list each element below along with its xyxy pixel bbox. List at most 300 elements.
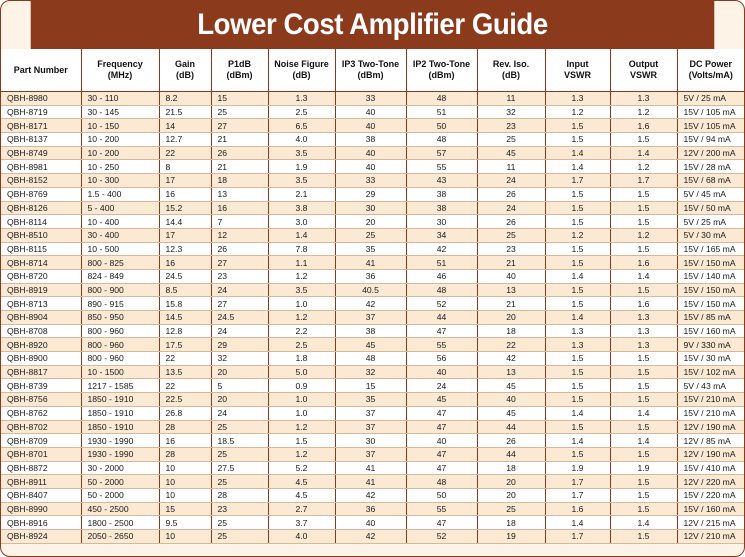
cell-rev-iso: 26 [477,187,545,201]
cell-input-vswr: 1.4 [545,160,610,174]
cell-ip3: 42 [335,530,406,544]
cell-frequency: 30 - 110 [81,92,159,106]
cell-ip3: 40.5 [335,283,406,297]
cell-frequency: 824 - 849 [81,269,159,283]
cell-frequency: 800 - 960 [81,338,159,352]
cell-frequency: 30 - 145 [81,105,159,119]
cell-ip2: 40 [406,434,477,448]
table-row [1,420,744,434]
table-row [1,297,744,311]
cell-noise-figure: 1.0 [268,406,335,420]
cell-frequency: 1.5 - 400 [81,187,159,201]
cell-ip2: 47 [406,461,477,475]
cell-part-number: QBH-8152 [1,174,81,188]
cell-gain: 24.5 [159,269,211,283]
cell-frequency: 10 - 1500 [81,365,159,379]
cell-ip2: 48 [406,92,477,106]
cell-ip2: 47 [406,516,477,530]
cell-frequency: 1930 - 1990 [81,434,159,448]
cell-rev-iso: 24 [477,201,545,215]
cell-ip2: 56 [406,352,477,366]
table-row [1,256,744,270]
cell-noise-figure: 1.3 [268,92,335,106]
cell-gain: 14.4 [159,215,211,229]
cell-ip3: 30 [335,201,406,215]
cell-dc-power: 12V / 210 mA [677,530,744,544]
cell-ip2: 50 [406,119,477,133]
cell-p1db: 25 [211,420,268,434]
table-row [1,160,744,174]
table-row [1,146,744,160]
cell-noise-figure: 3.5 [268,283,335,297]
cell-part-number: QBH-8719 [1,105,81,119]
cell-ip3: 37 [335,447,406,461]
cell-noise-figure: 1.4 [268,228,335,242]
table-row [1,187,744,201]
cell-input-vswr: 1.7 [545,488,610,502]
table-row [1,311,744,325]
column-header-frequency: Frequency (MHz) [81,49,159,92]
cell-ip2: 38 [406,201,477,215]
cell-ip3: 38 [335,324,406,338]
cell-noise-figure: 4.0 [268,133,335,147]
cell-ip2: 47 [406,324,477,338]
column-header-input-vswr: Input VSWR [545,49,610,92]
cell-input-vswr: 1.5 [545,447,610,461]
cell-ip3: 40 [335,146,406,160]
cell-input-vswr: 1.3 [545,92,610,106]
cell-frequency: 800 - 900 [81,283,159,297]
cell-frequency: 1800 - 2500 [81,516,159,530]
cell-dc-power: 15V / 68 mA [677,174,744,188]
cell-noise-figure: 0.9 [268,379,335,393]
cell-rev-iso: 40 [477,269,545,283]
cell-noise-figure: 1.8 [268,352,335,366]
cell-p1db: 21 [211,160,268,174]
cell-noise-figure: 4.5 [268,475,335,489]
cell-input-vswr: 1.3 [545,338,610,352]
cell-dc-power: 5V / 25 mA [677,92,744,106]
cell-part-number: QBH-8981 [1,160,81,174]
cell-gain: 15.2 [159,201,211,215]
cell-rev-iso: 18 [477,324,545,338]
cell-output-vswr: 1.6 [610,119,677,133]
cell-ip3: 48 [335,352,406,366]
table-row [1,393,744,407]
cell-dc-power: 5V / 43 mA [677,379,744,393]
cell-p1db: 20 [211,393,268,407]
cell-part-number: QBH-8919 [1,283,81,297]
cell-frequency: 10 - 500 [81,242,159,256]
cell-ip3: 42 [335,488,406,502]
cell-part-number: QBH-8739 [1,379,81,393]
cell-gain: 16 [159,434,211,448]
table-row [1,338,744,352]
cell-noise-figure: 3.5 [268,146,335,160]
cell-ip2: 30 [406,215,477,229]
cell-noise-figure: 7.8 [268,242,335,256]
table-row [1,201,744,215]
cell-input-vswr: 1.5 [545,201,610,215]
cell-output-vswr: 1.5 [610,502,677,516]
table-row [1,228,744,242]
cell-input-vswr: 1.5 [545,133,610,147]
cell-p1db: 25 [211,475,268,489]
cell-ip2: 55 [406,338,477,352]
cell-noise-figure: 2.7 [268,502,335,516]
cell-noise-figure: 3.0 [268,215,335,229]
cell-rev-iso: 11 [477,92,545,106]
cell-ip2: 55 [406,502,477,516]
cell-dc-power: 12V / 215 mA [677,516,744,530]
cell-ip2: 55 [406,160,477,174]
cell-dc-power: 15V / 102 mA [677,365,744,379]
cell-ip3: 29 [335,187,406,201]
cell-output-vswr: 1.4 [610,434,677,448]
cell-ip3: 40 [335,516,406,530]
cell-gain: 22.5 [159,393,211,407]
cell-input-vswr: 1.5 [545,297,610,311]
cell-gain: 26.8 [159,406,211,420]
cell-ip3: 41 [335,475,406,489]
cell-dc-power: 15V / 150 mA [677,297,744,311]
cell-gain: 10 [159,475,211,489]
cell-ip2: 46 [406,269,477,283]
cell-gain: 14.5 [159,311,211,325]
cell-noise-figure: 1.2 [268,420,335,434]
cell-input-vswr: 1.4 [545,406,610,420]
cell-dc-power: 15V / 94 mA [677,133,744,147]
cell-noise-figure: 1.0 [268,297,335,311]
cell-gain: 28 [159,447,211,461]
cell-output-vswr: 1.5 [610,447,677,461]
cell-output-vswr: 1.5 [610,420,677,434]
cell-dc-power: 15V / 50 mA [677,201,744,215]
cell-input-vswr: 1.4 [545,434,610,448]
cell-noise-figure: 1.2 [268,269,335,283]
cell-p1db: 28 [211,488,268,502]
cell-ip3: 36 [335,269,406,283]
cell-ip2: 51 [406,105,477,119]
cell-output-vswr: 1.4 [610,516,677,530]
cell-part-number: QBH-8510 [1,228,81,242]
cell-rev-iso: 24 [477,174,545,188]
cell-gain: 16 [159,187,211,201]
cell-frequency: 30 - 400 [81,228,159,242]
cell-part-number: QBH-8749 [1,146,81,160]
cell-dc-power: 15V / 160 mA [677,502,744,516]
cell-gain: 22 [159,379,211,393]
cell-ip2: 34 [406,228,477,242]
cell-part-number: QBH-8115 [1,242,81,256]
column-header-p1db: P1dB (dBm) [211,49,268,92]
cell-rev-iso: 18 [477,516,545,530]
cell-ip2: 48 [406,475,477,489]
cell-p1db: 23 [211,502,268,516]
table-row [1,92,744,106]
column-header-ip3: IP3 Two-Tone (dBm) [335,49,406,92]
cell-ip2: 47 [406,420,477,434]
table-row [1,434,744,448]
cell-noise-figure: 1.2 [268,447,335,461]
cell-output-vswr: 1.3 [610,324,677,338]
cell-dc-power: 15V / 105 mA [677,119,744,133]
cell-output-vswr: 1.5 [610,201,677,215]
cell-frequency: 850 - 950 [81,311,159,325]
cell-output-vswr: 1.5 [610,242,677,256]
cell-rev-iso: 11 [477,160,545,174]
cell-dc-power: 15V / 30 mA [677,352,744,366]
table-row [1,502,744,516]
table-row [1,461,744,475]
cell-input-vswr: 1.2 [545,105,610,119]
cell-dc-power: 5V / 25 mA [677,215,744,229]
cell-output-vswr: 1.6 [610,297,677,311]
cell-part-number: QBH-8702 [1,420,81,434]
cell-ip3: 37 [335,311,406,325]
cell-ip3: 33 [335,174,406,188]
column-header-part-number: Part Number [1,49,81,92]
cell-rev-iso: 25 [477,502,545,516]
cell-rev-iso: 42 [477,352,545,366]
cell-output-vswr: 1.4 [610,269,677,283]
cell-output-vswr: 1.5 [610,283,677,297]
cell-output-vswr: 1.5 [610,475,677,489]
cell-noise-figure: 2.5 [268,105,335,119]
cell-ip2: 43 [406,174,477,188]
cell-input-vswr: 1.9 [545,461,610,475]
cell-dc-power: 5V / 30 mA [677,228,744,242]
cell-frequency: 10 - 150 [81,119,159,133]
cell-gain: 22 [159,352,211,366]
cell-ip3: 40 [335,119,406,133]
cell-ip2: 48 [406,133,477,147]
cell-ip3: 37 [335,420,406,434]
cell-gain: 10 [159,488,211,502]
cell-p1db: 29 [211,338,268,352]
cell-noise-figure: 3.8 [268,201,335,215]
cell-ip3: 37 [335,406,406,420]
cell-dc-power: 9V / 330 mA [677,338,744,352]
cell-frequency: 1850 - 1910 [81,420,159,434]
cell-dc-power: 15V / 28 mA [677,160,744,174]
cell-ip2: 44 [406,311,477,325]
cell-part-number: QBH-8911 [1,475,81,489]
cell-rev-iso: 45 [477,379,545,393]
cell-gain: 8.2 [159,92,211,106]
cell-output-vswr: 1.5 [610,488,677,502]
table-row [1,119,744,133]
cell-part-number: QBH-8407 [1,488,81,502]
table-row [1,324,744,338]
cell-part-number: QBH-8872 [1,461,81,475]
cell-part-number: QBH-8924 [1,530,81,544]
table-row [1,283,744,297]
cell-dc-power: 5V / 45 mA [677,187,744,201]
column-header-output-vswr: Output VSWR [610,49,677,92]
cell-p1db: 25 [211,105,268,119]
cell-gain: 8 [159,160,211,174]
cell-gain: 12.3 [159,242,211,256]
column-header-ip2: IP2 Two-Tone (dBm) [406,49,477,92]
cell-frequency: 10 - 300 [81,174,159,188]
table-row [1,174,744,188]
cell-p1db: 18 [211,174,268,188]
cell-input-vswr: 1.7 [545,174,610,188]
cell-gain: 17 [159,174,211,188]
cell-p1db: 24.5 [211,311,268,325]
cell-gain: 17 [159,228,211,242]
cell-output-vswr: 1.3 [610,92,677,106]
cell-gain: 13.5 [159,365,211,379]
cell-rev-iso: 13 [477,283,545,297]
cell-rev-iso: 18 [477,461,545,475]
table-row [1,105,744,119]
cell-input-vswr: 1.2 [545,228,610,242]
cell-dc-power: 15V / 140 mA [677,269,744,283]
cell-frequency: 5 - 400 [81,201,159,215]
cell-ip3: 32 [335,365,406,379]
cell-gain: 12.8 [159,324,211,338]
table-row [1,447,744,461]
cell-part-number: QBH-8817 [1,365,81,379]
cell-rev-iso: 23 [477,242,545,256]
cell-part-number: QBH-8990 [1,502,81,516]
cell-input-vswr: 1.4 [545,516,610,530]
cell-p1db: 16 [211,201,268,215]
cell-input-vswr: 1.6 [545,502,610,516]
cell-gain: 12.7 [159,133,211,147]
cell-part-number: QBH-8720 [1,269,81,283]
cell-noise-figure: 2.1 [268,187,335,201]
cell-dc-power: 15V / 210 mA [677,393,744,407]
cell-p1db: 23 [211,269,268,283]
cell-output-vswr: 1.5 [610,530,677,544]
table-row [1,352,744,366]
cell-ip2: 57 [406,146,477,160]
cell-gain: 17.5 [159,338,211,352]
cell-input-vswr: 1.5 [545,215,610,229]
cell-p1db: 7 [211,215,268,229]
cell-output-vswr: 1.5 [610,187,677,201]
cell-output-vswr: 1.2 [610,160,677,174]
cell-input-vswr: 1.7 [545,475,610,489]
cell-p1db: 21 [211,133,268,147]
cell-frequency: 10 - 200 [81,133,159,147]
cell-ip2: 45 [406,393,477,407]
cell-frequency: 50 - 2000 [81,475,159,489]
cell-ip3: 40 [335,105,406,119]
cell-noise-figure: 2.5 [268,338,335,352]
cell-ip2: 38 [406,187,477,201]
cell-rev-iso: 23 [477,119,545,133]
cell-frequency: 800 - 960 [81,324,159,338]
cell-p1db: 27 [211,119,268,133]
cell-dc-power: 15V / 150 mA [677,283,744,297]
table-row [1,379,744,393]
cell-output-vswr: 1.2 [610,105,677,119]
cell-rev-iso: 20 [477,488,545,502]
cell-noise-figure: 1.1 [268,256,335,270]
cell-rev-iso: 32 [477,105,545,119]
cell-input-vswr: 1.4 [545,269,610,283]
table-row [1,242,744,256]
cell-rev-iso: 25 [477,133,545,147]
cell-ip2: 24 [406,379,477,393]
cell-p1db: 18.5 [211,434,268,448]
cell-frequency: 30 - 2000 [81,461,159,475]
cell-ip2: 48 [406,283,477,297]
cell-dc-power: 15V / 160 mA [677,324,744,338]
table-body [1,92,744,544]
cell-input-vswr: 1.5 [545,420,610,434]
cell-ip3: 45 [335,338,406,352]
cell-gain: 10 [159,461,211,475]
cell-part-number: QBH-8904 [1,311,81,325]
cell-output-vswr: 1.4 [610,406,677,420]
cell-ip2: 40 [406,365,477,379]
cell-frequency: 1217 - 1585 [81,379,159,393]
cell-p1db: 20 [211,365,268,379]
cell-rev-iso: 26 [477,434,545,448]
cell-rev-iso: 21 [477,297,545,311]
cell-noise-figure: 6.5 [268,119,335,133]
cell-output-vswr: 1.9 [610,461,677,475]
cell-frequency: 1850 - 1910 [81,406,159,420]
cell-frequency: 800 - 825 [81,256,159,270]
cell-rev-iso: 26 [477,215,545,229]
cell-rev-iso: 40 [477,393,545,407]
cell-rev-iso: 13 [477,365,545,379]
cell-part-number: QBH-8114 [1,215,81,229]
cell-p1db: 27 [211,256,268,270]
cell-ip3: 15 [335,379,406,393]
table-header-row [1,49,744,92]
cell-ip3: 38 [335,133,406,147]
cell-input-vswr: 1.5 [545,187,610,201]
cell-ip2: 52 [406,530,477,544]
cell-part-number: QBH-8916 [1,516,81,530]
cell-part-number: QBH-8980 [1,92,81,106]
cell-rev-iso: 45 [477,406,545,420]
cell-noise-figure: 5.2 [268,461,335,475]
cell-rev-iso: 44 [477,420,545,434]
cell-gain: 9.5 [159,516,211,530]
cell-noise-figure: 1.2 [268,311,335,325]
column-header-rev-iso: Rev. Iso. (dB) [477,49,545,92]
cell-gain: 22 [159,146,211,160]
cell-part-number: QBH-8714 [1,256,81,270]
cell-dc-power: 15V / 165 mA [677,242,744,256]
table-row [1,365,744,379]
cell-dc-power: 15V / 150 mA [677,256,744,270]
cell-ip3: 40 [335,160,406,174]
cell-gain: 15.8 [159,297,211,311]
cell-part-number: QBH-8713 [1,297,81,311]
cell-input-vswr: 1.7 [545,530,610,544]
cell-output-vswr: 1.3 [610,338,677,352]
cell-noise-figure: 5.0 [268,365,335,379]
cell-p1db: 15 [211,92,268,106]
cell-dc-power: 15V / 210 mA [677,406,744,420]
cell-input-vswr: 1.5 [545,379,610,393]
cell-input-vswr: 1.4 [545,146,610,160]
cell-gain: 14 [159,119,211,133]
cell-rev-iso: 21 [477,256,545,270]
cell-part-number: QBH-8769 [1,187,81,201]
cell-part-number: QBH-8126 [1,201,81,215]
cell-ip3: 25 [335,228,406,242]
